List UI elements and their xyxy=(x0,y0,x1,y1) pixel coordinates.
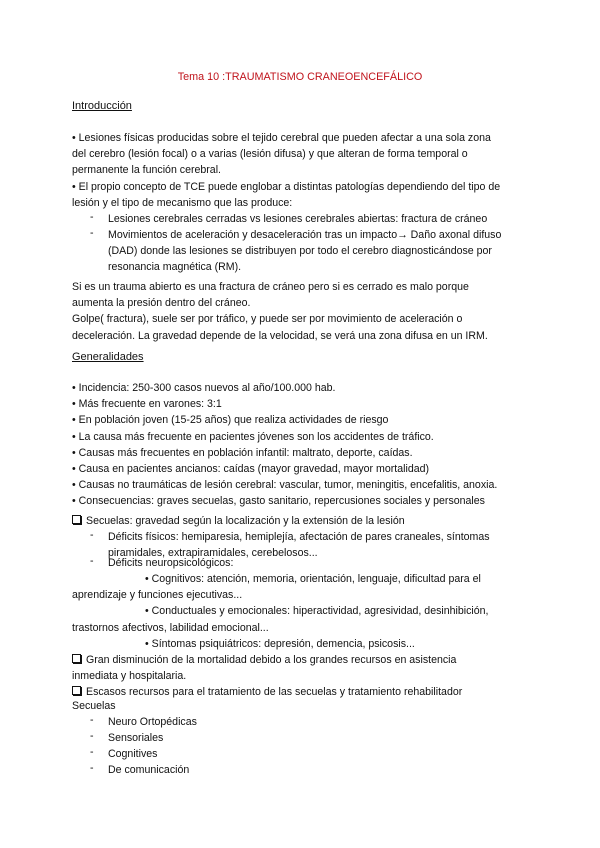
dash-item xyxy=(108,227,528,276)
text-line: • Cognitivos: atención, memoria, orientación, lenguaje, dificultad para el xyxy=(145,573,481,585)
sub-items xyxy=(72,571,532,701)
dash-item xyxy=(108,555,528,571)
text-line: Si es un trauma abierto es una fractura de cráneo pero si es cerrado es malo porque xyxy=(72,281,469,293)
list-item: Cognitives xyxy=(108,748,158,760)
text-line: Golpe( fractura), suele ser por tráfico, y puede ser por movimiento de aceleración o xyxy=(72,313,463,326)
dash-bullet: - xyxy=(90,730,94,742)
dash-bullet: - xyxy=(90,211,94,223)
text-line: piramidales, extrapiramidales, cerebelosos... xyxy=(108,547,318,560)
text-line: Secuelas: gravedad según la localización y la extensión de la lesión xyxy=(86,515,405,527)
checkbox-square-icon xyxy=(72,654,81,663)
text-line: resonancia magnética (RM). xyxy=(108,261,242,274)
text-line: Déficits neuropsicológicos: xyxy=(108,557,234,569)
dash-bullet: - xyxy=(90,227,94,239)
secuelas-item xyxy=(72,513,532,529)
list-item: • Causas más frecuentes en población infantil: maltrato, deporte, caídas. xyxy=(72,446,413,459)
list-item: Sensoriales xyxy=(108,732,164,744)
intro-paragraph xyxy=(72,130,532,211)
dash-bullet: - xyxy=(90,762,94,774)
text-line: lesión y el tipo de mecanismo que las produce: xyxy=(72,196,293,209)
intro-paragraph-2 xyxy=(72,279,532,344)
text-line: • Conductuales y emocionales: hiperactividad, agresividad, desinhibición, xyxy=(145,605,489,618)
list-item: • Causas no traumáticas de lesión cerebral: vascular, tumor, meningitis, encefalitis, anoxia. xyxy=(72,479,498,492)
dash-bullet: - xyxy=(90,714,94,726)
dash-bullet: - xyxy=(90,529,94,541)
generalidades-heading: Generalidades xyxy=(72,351,144,363)
list-item: • Más frecuente en varones: 3:1 xyxy=(72,398,222,411)
dash-item xyxy=(108,211,528,227)
text-line: permanente la función cerebral. xyxy=(72,164,221,177)
list-item: • Causa en pacientes ancianos: caídas (mayor gravedad, mayor mortalidad) xyxy=(72,463,430,476)
text-line: inmediata y hospitalaria. xyxy=(72,670,187,683)
checkbox-square-icon xyxy=(72,515,81,524)
intro-heading: Introducción xyxy=(72,100,132,112)
text-line: • El propio concepto de TCE puede englobar a distintas patologías dependiendo del tipo de xyxy=(72,180,501,193)
list-item: De comunicación xyxy=(108,764,190,776)
generalidades-list xyxy=(72,380,532,510)
list-item: • En población joven (15-25 años) que realiza actividades de riesgo xyxy=(72,414,389,427)
text-line: Lesiones cerebrales cerradas vs lesiones cerebrales abiertas: fractura de cráneo xyxy=(108,213,488,225)
text-line: aprendizaje y funciones ejecutivas... xyxy=(72,589,243,602)
page-title: Tema 10 :TRAUMATISMO CRANEOENCEFÁLICO xyxy=(177,71,423,83)
text-line: deceleración. La gravedad depende de la velocidad, se verá una zona difusa en un IRM. xyxy=(72,329,488,342)
list-item: • Incidencia: 250-300 casos nuevos al año/100.000 hab. xyxy=(72,382,336,394)
text-line: Escasos recursos para el tratamiento de las secuelas y tratamiento rehabilitador xyxy=(86,686,463,699)
text-line: del cerebro (lesión focal) o a varias (lesión difusa) y que alteran de forma temporal o xyxy=(72,148,468,161)
text-line: (DAD) donde las lesiones se distribuyen por todo el cerebro diagnosticándose por xyxy=(108,245,492,258)
text-line: aumenta la presión dentro del cráneo. xyxy=(72,297,251,310)
text-line: Gran disminución de la mortalidad debido a los grandes recursos en asistencia xyxy=(86,654,457,667)
dash-bullet: - xyxy=(90,746,94,758)
list-item: • Consecuencias: graves secuelas, gasto sanitario, repercusiones sociales y personales xyxy=(72,495,485,508)
text-line: Movimientos de aceleración y desaceleración tras un impacto→ Daño axonal difuso xyxy=(108,229,502,241)
text-line: • Síntomas psiquiátricos: depresión, demencia, psicosis... xyxy=(145,637,415,650)
text-line: • Lesiones físicas producidas sobre el tejido cerebral que pueden afectar a una sola zona xyxy=(72,132,491,144)
text-line: trastornos afectivos, labilidad emocional... xyxy=(72,621,269,634)
dash-bullet: - xyxy=(90,555,94,567)
section-label: Secuelas xyxy=(72,700,116,712)
list-item: • La causa más frecuente en pacientes jóvenes son los accidentes de tráfico. xyxy=(72,430,434,443)
text-line: Déficits físicos: hemiparesia, hemiplejía, afectación de pares craneales, síntomas xyxy=(108,531,490,543)
checkbox-square-icon xyxy=(72,686,81,695)
secuelas-heading xyxy=(72,698,532,714)
list-item: Neuro Ortopédicas xyxy=(108,716,197,728)
